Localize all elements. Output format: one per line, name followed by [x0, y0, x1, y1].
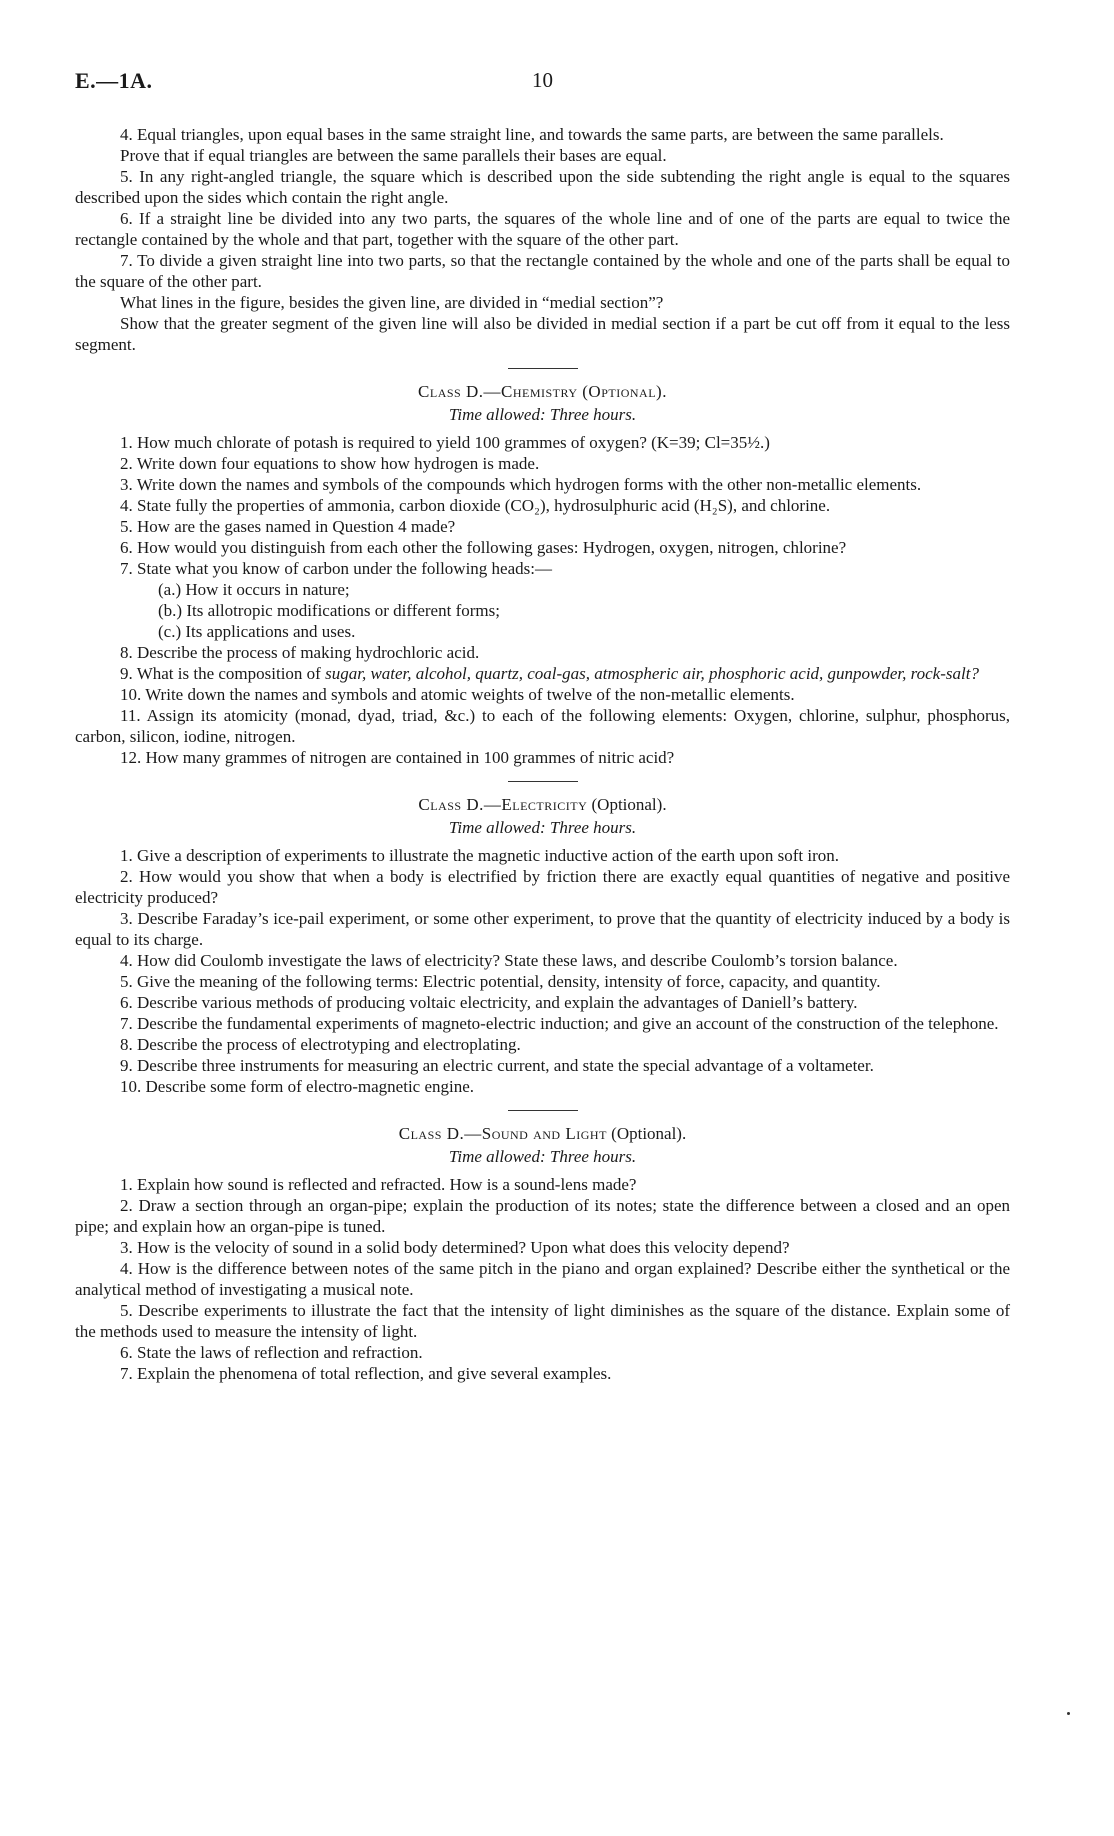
- question-paragraph: 10. Describe some form of electro-magnetic engine.: [120, 1077, 475, 1096]
- question-paragraph: 10. Write down the names and symbols and atomic weights of twelve of the non-metallic elements.: [120, 685, 795, 704]
- intro-questions: [75, 124, 1010, 355]
- question-paragraph: 1. Give a description of experiments to illustrate the magnetic inductive action of the earth upon soft iron.: [120, 846, 839, 865]
- question-paragraph: 8. Describe the process of electrotyping and electroplating.: [120, 1035, 521, 1054]
- question-paragraph: 4. State fully the properties of ammonia, carbon dioxide (CO₂), hydrosulphuric acid (H₂S), and chlorine.: [120, 496, 831, 515]
- question-paragraph: 11. Assign its atomicity (monad, dyad, triad, &c.) to each of the following elements: Oxygen, chlorine, sulphur, phosphorus, carbon, silicon, iodine, nitrogen.: [75, 706, 1010, 746]
- question-paragraph: 6. How would you distinguish from each other the following gases: Hydrogen, oxygen, nitrogen, chlorine?: [120, 538, 847, 557]
- page-content: [75, 124, 1010, 1384]
- time-allowed: Time allowed: Three hours.: [448, 818, 637, 837]
- question-paragraph: 7. To divide a given straight line into two parts, so that the rectangle contained by the whole and one of the parts shall be equal to the square of the other part.: [75, 251, 1010, 291]
- section-title: Class D.—Sound and Light (Optional).: [398, 1124, 687, 1143]
- question-paragraph: 2. Draw a section through an organ-pipe; explain the production of its notes; state the difference between a closed and an open pipe; and explain how an organ-pipe is tuned.: [75, 1196, 1010, 1236]
- sub-item: (c.) Its applications and uses.: [158, 622, 356, 641]
- section-title: Class D.—Electricity (Optional).: [418, 795, 667, 814]
- question-paragraph: 4. How did Coulomb investigate the laws of electricity? State these laws, and describe Coulomb’s torsion balance.: [120, 951, 898, 970]
- sub-item: (a.) How it occurs in nature;: [158, 580, 350, 599]
- page-header: [75, 68, 1010, 100]
- question-paragraph: 6. If a straight line be divided into any two parts, the squares of the whole line and of one of the parts are equal to twice the rectangle contained by the whole and that part, together with the square of the other part.: [75, 209, 1010, 249]
- question-paragraph: 9. What is the composition of sugar, water, alcohol, quartz, coal-gas, atmospheric air, phosphoric acid, gunpowder, rock-salt?: [120, 664, 979, 683]
- question-paragraph: Show that the greater segment of the given line will also be divided in medial section if a part be cut off from it equal to the less segment.: [75, 314, 1010, 354]
- time-allowed: Time allowed: Three hours.: [448, 405, 637, 424]
- question-paragraph: 12. How many grammes of nitrogen are contained in 100 grammes of nitric acid?: [120, 748, 675, 767]
- question-paragraph: 2. Write down four equations to show how hydrogen is made.: [120, 454, 540, 473]
- question-paragraph: 8. Describe the process of making hydrochloric acid.: [120, 643, 480, 662]
- section-title: Class D.—Chemistry (Optional).: [418, 382, 667, 401]
- question-paragraph: 5. In any right-angled triangle, the square which is described upon the side subtending the right angle is equal to the squares described upon the sides which contain the right angle.: [75, 167, 1010, 207]
- question-paragraph: 1. How much chlorate of potash is required to yield 100 grammes of oxygen? (K=39; Cl=35½.): [120, 433, 770, 452]
- question-paragraph: 9. Describe three instruments for measuring an electric current, and state the special advantage of a voltameter.: [120, 1056, 874, 1075]
- question-paragraph: 5. How are the gases named in Question 4 made?: [120, 517, 456, 536]
- chemistry-section: [75, 381, 1010, 768]
- question-paragraph: 5. Describe experiments to illustrate the fact that the intensity of light diminishes as the square of the distance. Explain some of the methods used to measure the intensity of light.: [75, 1301, 1010, 1341]
- sound-light-section: [75, 1123, 1010, 1384]
- question-paragraph: 7. Explain the phenomena of total reflection, and give several examples.: [120, 1364, 612, 1383]
- question-paragraph: 4. Equal triangles, upon equal bases in the same straight line, and towards the same parts, are between the same parallels.: [120, 125, 944, 144]
- section-divider: [508, 781, 578, 782]
- sub-item: (b.) Its allotropic modifications or different forms;: [158, 601, 500, 620]
- question-paragraph: 2. How would you show that when a body is electrified by friction there are exactly equal quantities of negative and positive electricity produced?: [75, 867, 1010, 907]
- question-paragraph: What lines in the figure, besides the given line, are divided in “medial section”?: [120, 293, 664, 312]
- question-paragraph: Prove that if equal triangles are between the same parallels their bases are equal.: [120, 146, 667, 165]
- question-paragraph: 3. Describe Faraday’s ice-pail experiment, or some other experiment, to prove that the quantity of electricity induced by a body is equal to its charge.: [75, 909, 1010, 949]
- question-paragraph: 7. State what you know of carbon under the following heads:—: [120, 559, 552, 578]
- question-paragraph: 6. Describe various methods of producing voltaic electricity, and explain the advantages of Daniell’s battery.: [120, 993, 858, 1012]
- section-divider: [508, 368, 578, 369]
- question-paragraph: 4. How is the difference between notes of the same pitch in the piano and organ explained? Describe either the synthetical or the analytical method of investigating a musical note.: [75, 1259, 1010, 1299]
- electricity-section: [75, 794, 1010, 1097]
- question-paragraph: 7. Describe the fundamental experiments of magneto-electric induction; and give an account of the construction of the telephone.: [120, 1014, 999, 1033]
- ink-speck: [1067, 1712, 1070, 1715]
- section-divider: [508, 1110, 578, 1111]
- page-number: 10: [532, 68, 553, 92]
- question-paragraph: 6. State the laws of reflection and refraction.: [120, 1343, 423, 1362]
- question-paragraph: 1. Explain how sound is reflected and refracted. How is a sound-lens made?: [120, 1175, 637, 1194]
- document-code: E.—1A.: [75, 68, 153, 93]
- question-paragraph: 3. Write down the names and symbols of the compounds which hydrogen forms with the other non-metallic elements.: [120, 475, 922, 494]
- time-allowed: Time allowed: Three hours.: [448, 1147, 637, 1166]
- question-paragraph: 5. Give the meaning of the following terms: Electric potential, density, intensity of force, capacity, and quantity.: [120, 972, 881, 991]
- question-paragraph: 3. How is the velocity of sound in a solid body determined? Upon what does this velocity depend?: [120, 1238, 790, 1257]
